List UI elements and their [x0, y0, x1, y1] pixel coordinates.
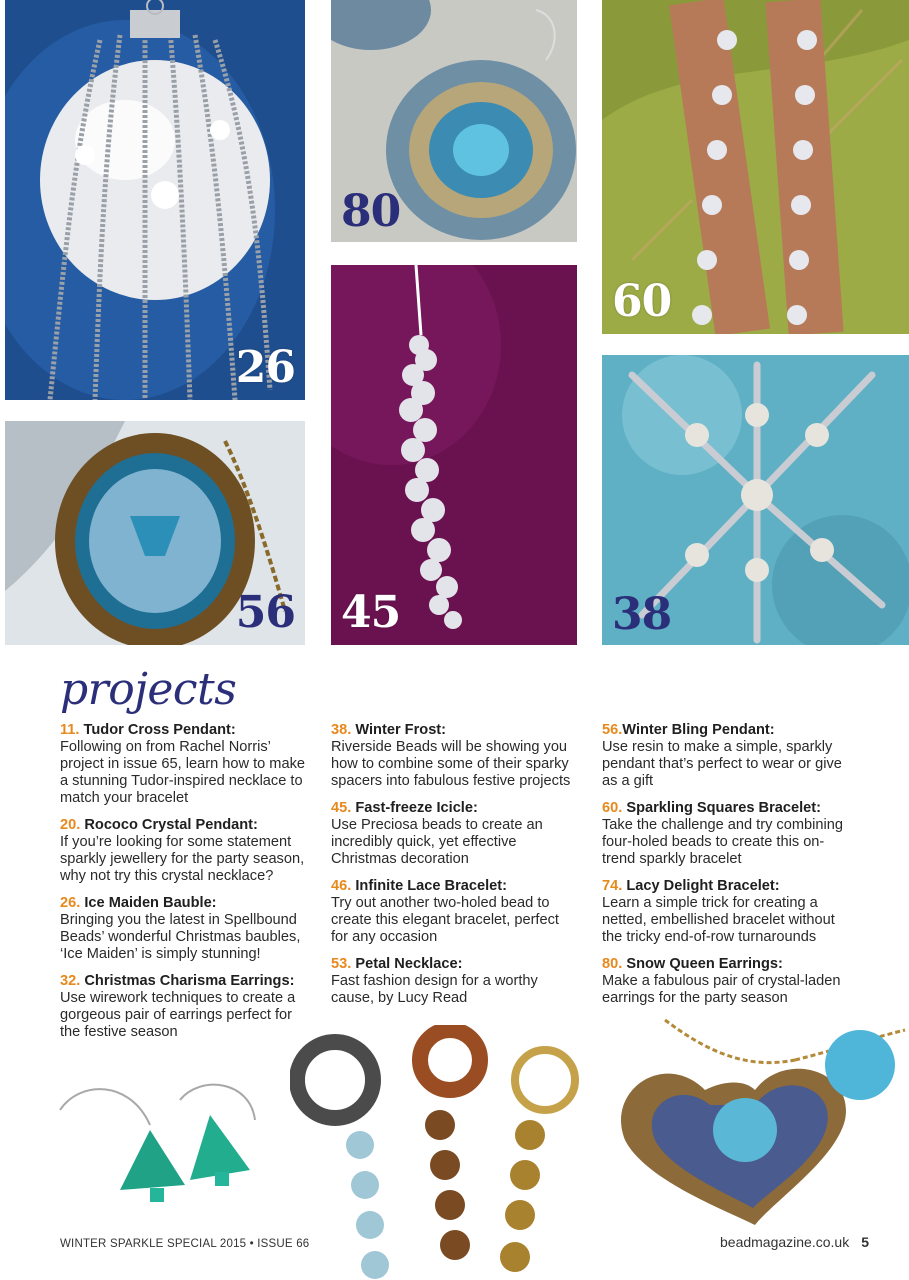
projects-column-1	[60, 722, 310, 1051]
project-entry	[331, 800, 576, 868]
projects-column-3	[602, 722, 857, 1017]
project-title: Sparkling Squares Bracelet:	[626, 800, 822, 816]
project-number: 32.	[60, 973, 81, 989]
project-entry	[331, 722, 576, 790]
project-description: Fast fashion design for a worthy cause, by Lucy Read	[331, 973, 538, 1006]
project-entry	[60, 973, 310, 1041]
project-description: Riverside Beads will be showing you how to combine some of their sparky spacers into fabulous festive projects	[331, 739, 571, 789]
project-entry	[602, 722, 857, 790]
project-number: 60.	[602, 800, 623, 816]
photo-fast-freeze-icicle	[331, 265, 577, 645]
website-link[interactable]: beadmagazine.co.uk	[720, 1234, 850, 1250]
project-description: Take the challenge and try combining four-holed beads to create this on-trend sparkly bracelet	[602, 817, 843, 867]
project-number: 38.	[331, 722, 352, 738]
project-number: 11.	[60, 722, 80, 738]
photo-winter-frost	[602, 355, 909, 645]
project-entry	[60, 817, 310, 885]
project-description: Use resin to make a simple, sparkly pendant that’s perfect to wear or give as a gift	[602, 739, 842, 789]
project-number: 53.	[331, 956, 352, 972]
project-title: Lacy Delight Bracelet:	[626, 878, 780, 894]
page-number: 5	[861, 1234, 869, 1250]
project-number: 26.	[60, 895, 81, 911]
photo-number: 56	[235, 587, 295, 638]
project-title: Tudor Cross Pendant:	[83, 722, 236, 738]
project-number: 56.	[602, 722, 623, 738]
issue-footer: WINTER SPARKLE SPECIAL 2015 • ISSUE 66	[60, 1238, 310, 1250]
photo-number: 80	[341, 186, 401, 237]
project-entry	[331, 956, 576, 1007]
project-entry	[602, 956, 857, 1007]
project-title: Winter Frost:	[355, 722, 447, 738]
photo-number: 38	[612, 589, 672, 640]
project-number: 20.	[60, 817, 81, 833]
project-description: Following on from Rachel Norris’ project in issue 65, learn how to make a stunning Tudor-inspired necklace to match your bracelet	[60, 739, 305, 806]
photo-snow-queen-earrings	[331, 0, 577, 242]
project-description: If you’re looking for some statement sparkly jewellery for the party season, why not try this crystal necklace?	[60, 834, 305, 884]
photo-winter-bling-pendant	[5, 421, 305, 645]
photo-toggle-bracelets	[290, 1025, 590, 1280]
photo-number: 45	[341, 587, 401, 638]
project-number: 45.	[331, 800, 352, 816]
project-entry	[602, 878, 857, 946]
site-footer	[720, 1234, 869, 1250]
project-title: Petal Necklace:	[355, 956, 463, 972]
projects-column-2	[331, 722, 576, 1017]
project-title: Christmas Charisma Earrings:	[84, 973, 295, 989]
project-number: 46.	[331, 878, 352, 894]
project-entry	[60, 722, 310, 807]
project-description: Make a fabulous pair of crystal-laden earrings for the party season	[602, 973, 841, 1006]
project-number: 80.	[602, 956, 623, 972]
project-title: Winter Bling Pendant:	[622, 722, 775, 738]
photo-number: 26	[235, 342, 295, 393]
photo-ice-maiden-bauble	[5, 0, 305, 400]
photo-number: 60	[612, 276, 672, 327]
project-entry	[60, 895, 310, 963]
photo-sparkling-squares-bracelet	[602, 0, 909, 334]
project-description: Try out another two-holed bead to create this elegant bracelet, perfect for any occasion	[331, 895, 559, 945]
project-description: Learn a simple trick for creating a netted, embellished bracelet without the tricky end-of-row turnarounds	[602, 895, 835, 945]
photo-christmas-tree-earrings	[40, 1070, 290, 1220]
project-entry	[331, 878, 576, 946]
project-number: 74.	[602, 878, 623, 894]
section-title: projects	[60, 664, 237, 715]
project-description: Use wirework techniques to create a gorgeous pair of earrings perfect for the festive season	[60, 990, 296, 1040]
project-title: Snow Queen Earrings:	[626, 956, 783, 972]
project-title: Fast-freeze Icicle:	[355, 800, 478, 816]
project-title: Rococo Crystal Pendant:	[84, 817, 258, 833]
photo-heart-pendant	[605, 1010, 909, 1225]
project-description: Use Preciosa beads to create an incredibly quick, yet effective Christmas decoration	[331, 817, 543, 867]
project-title: Ice Maiden Bauble:	[84, 895, 217, 911]
project-description: Bringing you the latest in Spellbound Beads’ wonderful Christmas baubles, ‘Ice Maiden’ is simply stunning!	[60, 912, 301, 962]
project-title: Infinite Lace Bracelet:	[355, 878, 508, 894]
project-entry	[602, 800, 857, 868]
